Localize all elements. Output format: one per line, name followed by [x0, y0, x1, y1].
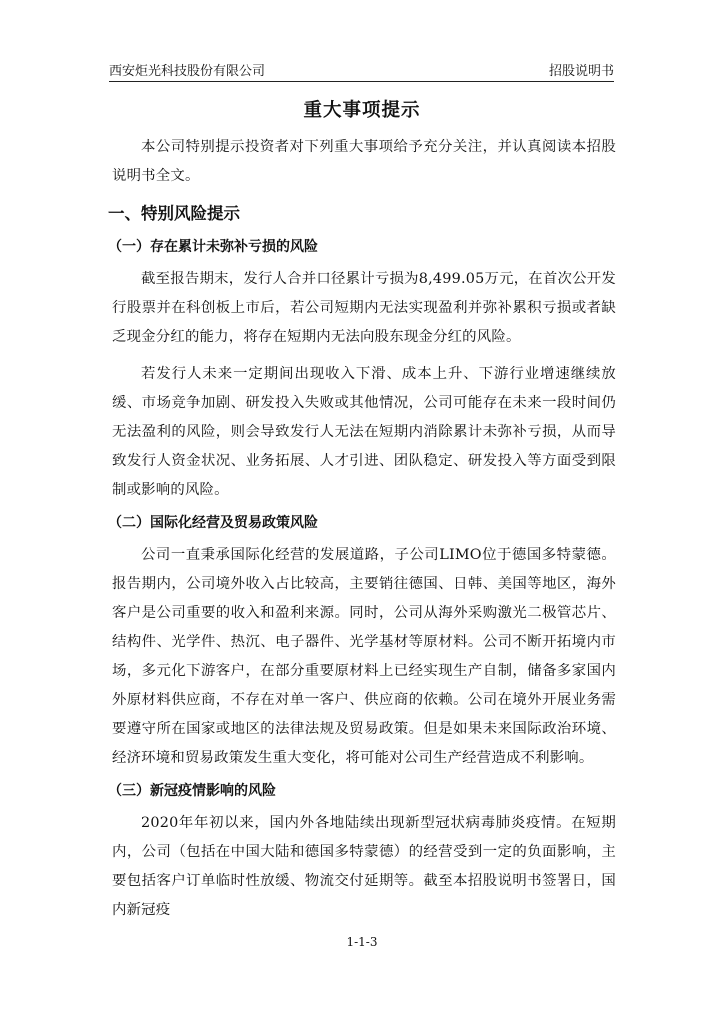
paragraph-accumulated-losses-1: 截至报告期末，发行人合并口径累计亏损为8,499.05万元，在首次公开发行股票并在科创板上市后，若公司短期内无法实现盈利并弥补累积亏损或者缺乏现金分红的能力，将存在短期内无法向股东现金分红的风险。 [112, 271, 616, 345]
paragraph-spacer [112, 352, 616, 360]
paragraph-international-trade: 公司一直秉承国际化经营的发展道路，子公司LIMO位于德国多特蒙德。报告期内，公司境外收入占比较高，主要销往德国、日韩、美国等地区，海外客户是公司重要的收入和盈利来源。同时，公司从海外采购激光二极管芯片、结构件、光学件、热沉、电子器件、光学基材等原材料。公司不断开拓境内市场，多元化下游客户，在部分重要原材料上已经实现生产自制，储备多家国内外原材料供应商，不存在对单一客户、供应商的依赖。公司在境外开展业务需要遵守所在国家或地区的法律法规及贸易政策。但是如果未来国际政治环境、经济环境和贸易政策发生重大变化，将可能对公司生产经营造成不利影响。 [112, 547, 616, 766]
page-number: 1-1-3 [346, 935, 378, 949]
paragraph-covid: 2020年年初以来，国内外各地陆续出现新型冠状病毒肺炎疫情。在短期内，公司（包括在中国大陆和德国多特蒙德）的经营受到一定的负面影响，主要包括客户订单临时性放缓、物流交付延期等。截至本招股说明书签署日，国内新冠疫 [112, 815, 616, 918]
intro-paragraph: 本公司特别提示投资者对下列重大事项给予充分关注，并认真阅读本招股说明书全文。 [112, 139, 616, 184]
page-header [109, 57, 614, 82]
document-body [108, 133, 616, 925]
header-company-name: 西安炬光科技股份有限公司 [109, 64, 266, 79]
paragraph-accumulated-losses-2: 若发行人未来一定期间出现收入下滑、成本上升、下游行业增速继续放缓、市场竞争加剧、研发投入失败或其他情况，公司可能存在未来一段时间仍无法盈利的风险，则会导致发行人无法在短期内消除累计未弥补亏损，从而导致发行人资金状况、业务拓展、人才引进、团队稳定、研发投入等方面受到限制或影响的风险。 [112, 366, 616, 498]
subsection-heading-covid: （三）新冠疫情影响的风险 [108, 783, 276, 799]
subsection-heading-accumulated-losses: （一）存在累计未弥补亏损的风险 [108, 239, 318, 255]
subsection-heading-international-trade: （二）国际化经营及贸易政策风险 [108, 515, 318, 531]
section-heading-special-risks: 一、特别风险提示 [108, 204, 240, 223]
header-document-type: 招股说明书 [548, 64, 614, 79]
page-title: 重大事项提示 [303, 100, 421, 121]
